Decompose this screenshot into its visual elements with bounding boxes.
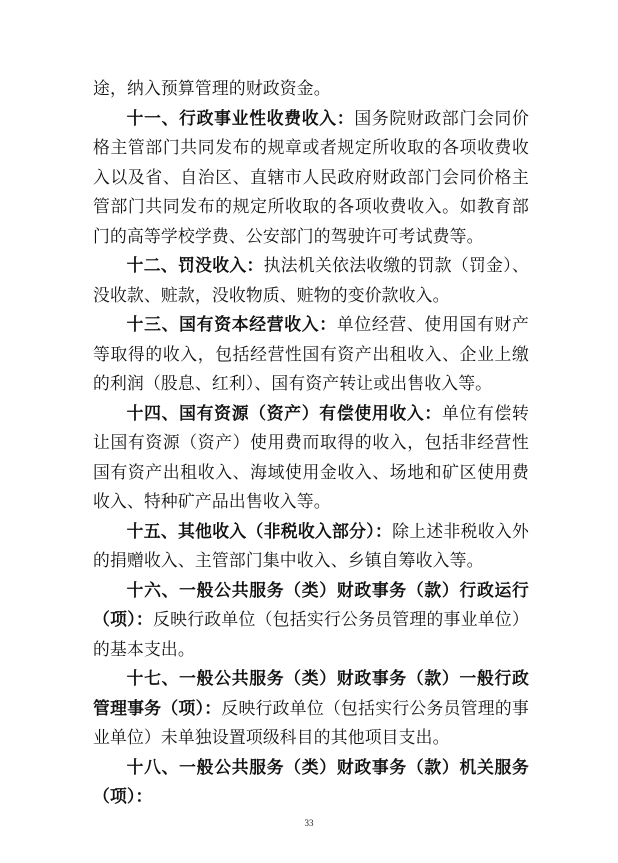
definition-14: 单位有偿转让国有资源（资产）使用费而取得的收入，包括非经营性国有资产出租收入、海域使用金收入、场地和矿区使用费收入、特种矿产品出售收入等。 bbox=[93, 402, 529, 511]
definition-17: 反映行政单位（包括实行公务员管理的事业单位）未单独设置项级科目的其他项目支出。 bbox=[93, 697, 529, 747]
paragraph-13 bbox=[93, 310, 529, 399]
document-body bbox=[93, 74, 529, 812]
paragraph-12 bbox=[93, 251, 529, 310]
definition-11: 国务院财政部门会同价格主管部门共同发布的规章或者规定所收取的各项收费收入以及省、自治区、直辖市人民政府财政部门会同价格主管部门共同发布的规定所收取的各项收费收入。如教育部门的高等学校学费、公安部门的驾驶许可考试费等。 bbox=[93, 107, 529, 246]
paragraph-14 bbox=[93, 399, 529, 517]
paragraph-11 bbox=[93, 104, 529, 252]
definition-13: 单位经营、使用国有财产等取得的收入，包括经营性国有资产出租收入、企业上缴的利润（股息、红利）、国有资产转让或出售收入等。 bbox=[93, 314, 529, 393]
definition-15: 除上述非税收入外的捐赠收入、主管部门集中收入、乡镇自筹收入等。 bbox=[93, 520, 529, 570]
term-13: 十三、国有资本经营收入： bbox=[126, 314, 337, 334]
term-17: 十七、一般公共服务（类）财政事务（款）一般行政管理事务（项）： bbox=[93, 668, 529, 718]
term-15: 十五、其他收入（非税收入部分）： bbox=[126, 520, 393, 541]
definition-12: 执法机关依法收缴的罚款（罚金）、没收款、赃款，没收物质、赃物的变价款收入。 bbox=[93, 255, 529, 305]
term-16: 十六、一般公共服务（类）财政事务（款）行政运行（项）： bbox=[93, 579, 529, 629]
paragraph-15 bbox=[93, 517, 529, 576]
term-12: 十二、罚没收入： bbox=[126, 255, 264, 275]
paragraph-18 bbox=[93, 753, 529, 812]
continuation-text: 途，纳入预算管理的财政资金。 bbox=[93, 78, 331, 98]
term-18: 十八、一般公共服务（类）财政事务（款）机关服务（项）： bbox=[93, 756, 529, 806]
continuation-paragraph bbox=[93, 74, 529, 104]
paragraph-17 bbox=[93, 664, 529, 753]
page-number: 33 bbox=[304, 818, 314, 828]
paragraph-16 bbox=[93, 576, 529, 665]
term-14: 十四、国有资源（资产）有偿使用收入： bbox=[126, 402, 442, 423]
definition-16: 反映行政单位（包括实行公务员管理的事业单位）的基本支出。 bbox=[93, 609, 530, 659]
term-11: 十一、行政事业性收费收入： bbox=[126, 107, 355, 128]
